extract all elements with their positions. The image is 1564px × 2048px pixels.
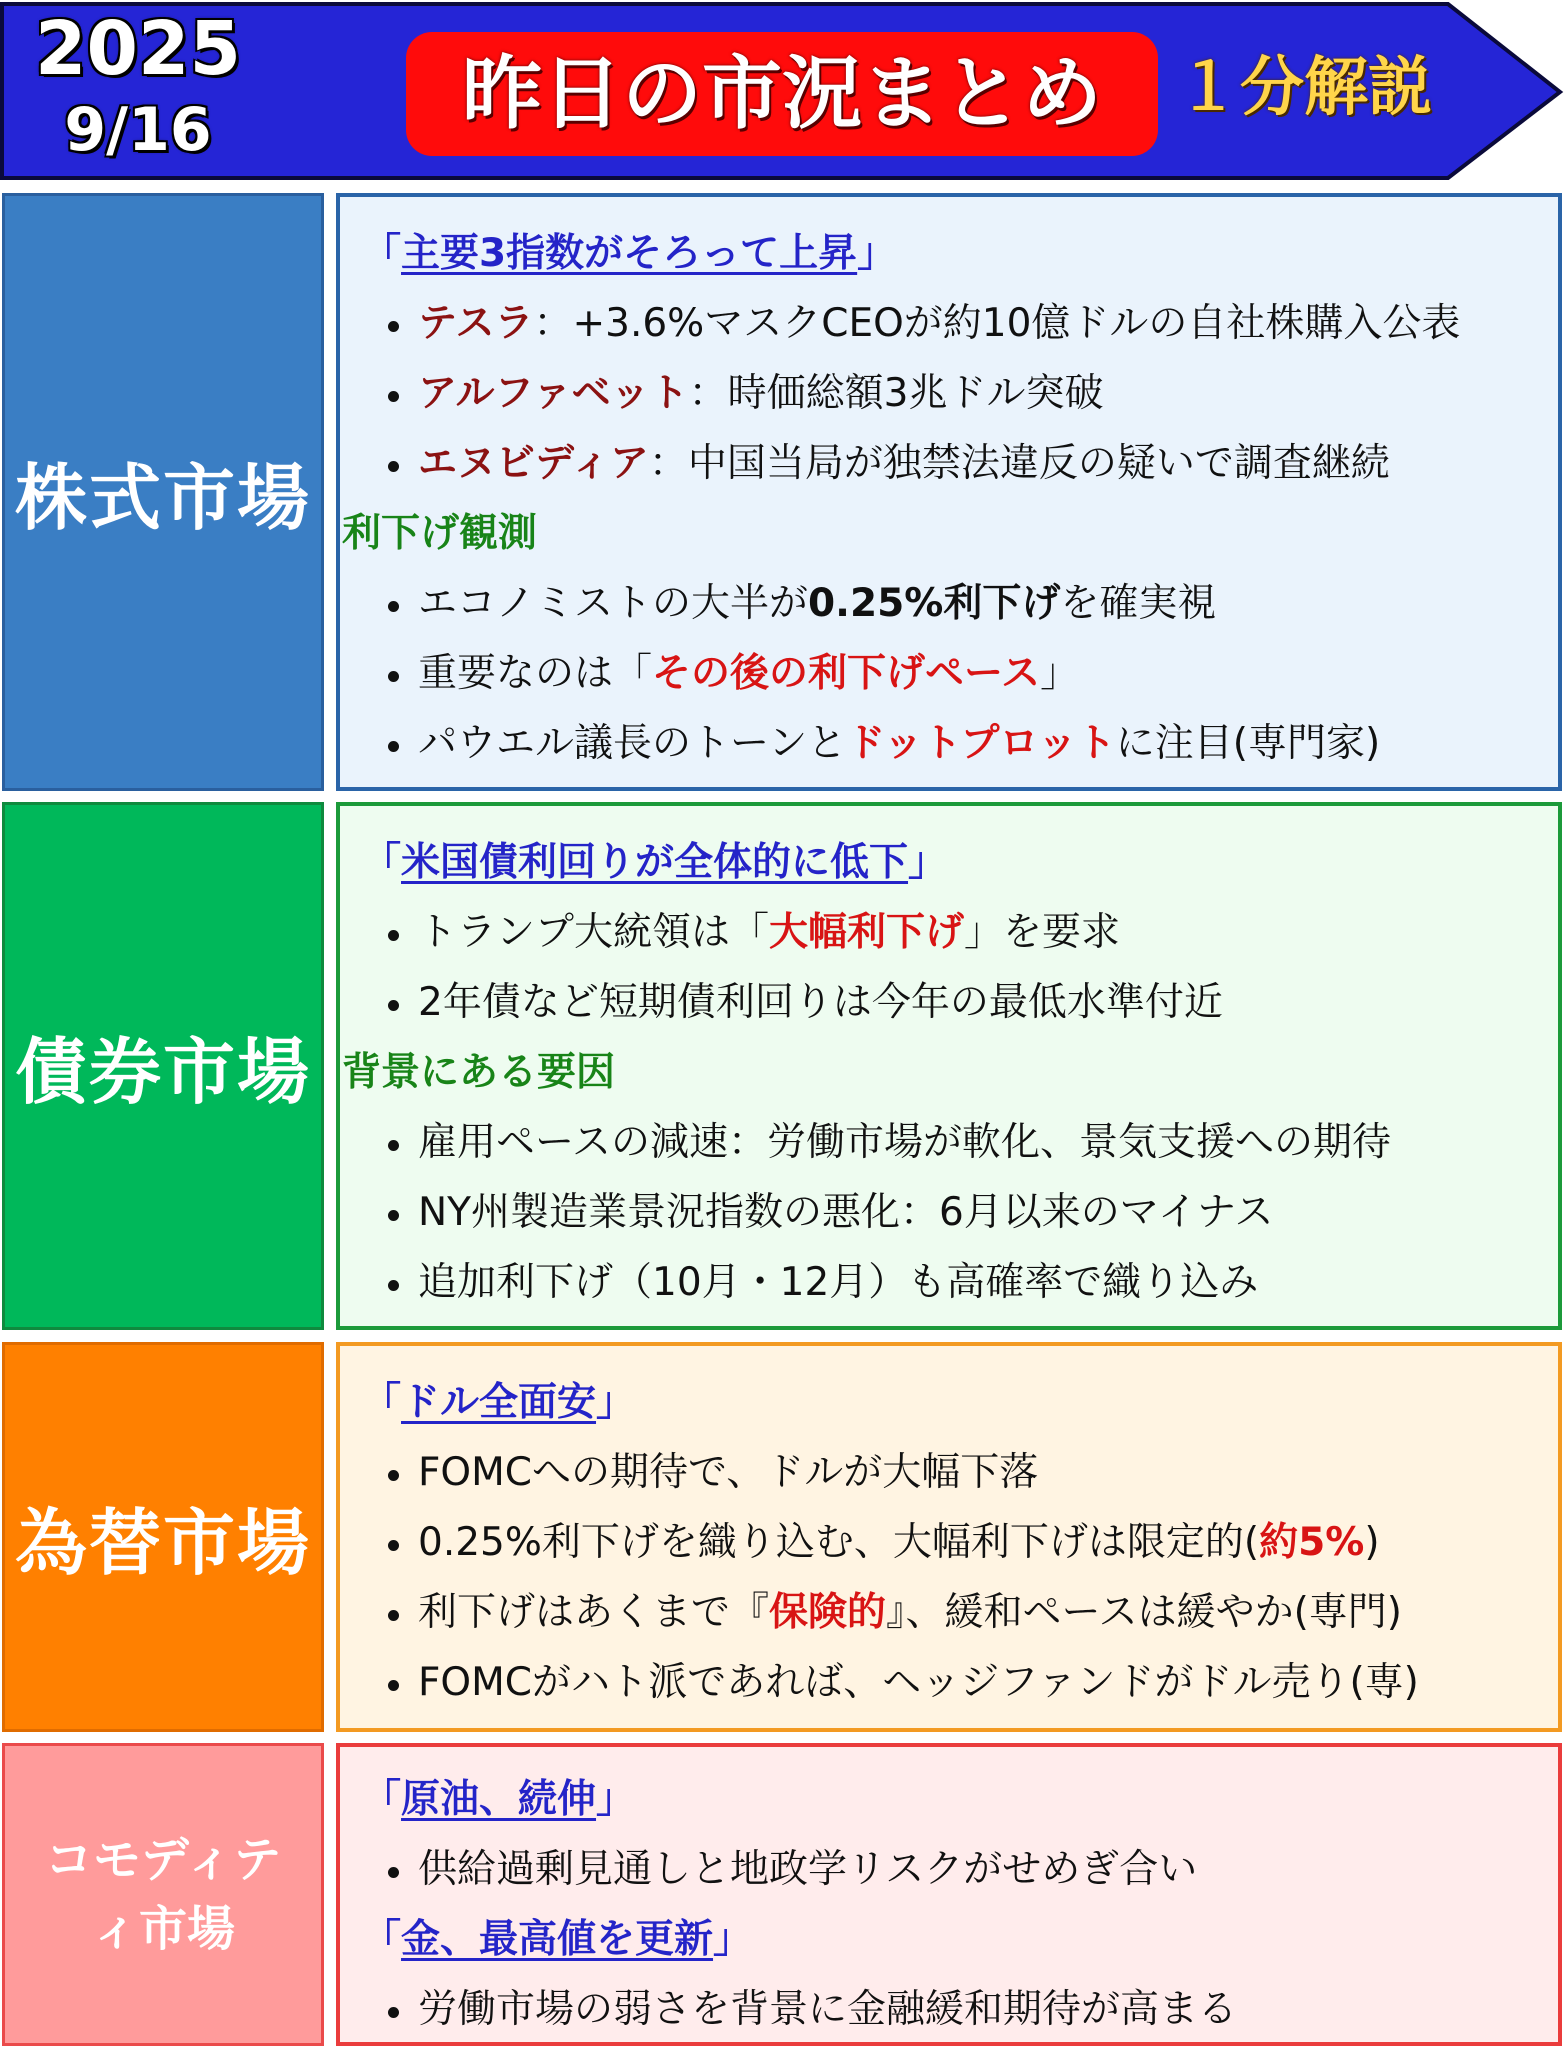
list-item: NY州製造業景況指数の悪化：6月以来のマイナス	[362, 1178, 1558, 1248]
item-text: ：中国当局が独禁法違反の疑いで調査継続	[648, 441, 1390, 486]
item-text: トランプ大統領は「	[418, 910, 770, 955]
company-name: テスラ	[418, 301, 534, 346]
fx-market-content	[336, 1342, 1562, 1732]
stock-heading-text: 主要3指数がそろって上昇	[401, 231, 858, 276]
company-name: エヌビディア	[418, 441, 649, 486]
item-text: 」を要求	[964, 910, 1121, 955]
gold-heading-text: 金、最高値を更新	[401, 1917, 714, 1962]
list-item	[362, 569, 1558, 639]
oil-heading-text: 原油、続伸	[401, 1777, 597, 1822]
title-badge	[406, 32, 1158, 156]
item-text: 」	[1040, 651, 1080, 696]
fx-market-label: 為替市場	[2, 1342, 324, 1732]
list-item: 労働市場の弱さを背景に金融緩和期待が高まる	[362, 1975, 1558, 2045]
fx-heading: 「ドル全面安」	[362, 1380, 636, 1425]
year-text: 2025	[35, 6, 241, 92]
list-item: 供給過剰見通しと地政学リスクがせめぎ合い	[362, 1835, 1558, 1905]
item-text: 利下げはあくまで『	[418, 1590, 770, 1635]
item-emphasis: 約5%	[1259, 1520, 1365, 1565]
stock-market-section	[0, 193, 1564, 791]
commodity-market-section	[0, 1743, 1564, 2046]
item-text: 』、緩和ペースは緩やか(専門)	[886, 1590, 1403, 1635]
bond-heading-text: 米国債利回りが全体的に低下	[401, 840, 909, 885]
item-text: を確実視	[1060, 581, 1217, 626]
bond-market-content	[336, 802, 1562, 1330]
list-item	[362, 639, 1558, 709]
item-emphasis: その後の利下げペース	[652, 651, 1041, 696]
bond-market-label: 債券市場	[2, 802, 324, 1330]
bond-market-section	[0, 802, 1564, 1330]
item-emphasis: ドットプロット	[846, 721, 1116, 766]
item-text: ：+3.6%マスクCEOが約10億ドルの自社株購入公表	[533, 301, 1461, 346]
item-text: エコノミストの大半が	[418, 581, 809, 626]
list-item	[362, 709, 1558, 779]
list-item	[362, 429, 1558, 499]
stock-market-label: 株式市場	[2, 193, 324, 791]
commodity-market-content	[336, 1743, 1562, 2046]
gold-heading: 「金、最高値を更新」	[362, 1917, 753, 1962]
stock-heading: 「主要3指数がそろって上昇」	[362, 231, 897, 276]
fx-market-section	[0, 1342, 1564, 1732]
list-item	[362, 359, 1558, 429]
item-text: パウエル議長のトーンと	[418, 721, 847, 766]
fx-heading-text: ドル全面安	[401, 1380, 597, 1425]
date-text: 9/16	[64, 95, 212, 165]
company-name: アルファベット	[418, 371, 689, 416]
item-text: )	[1364, 1520, 1380, 1565]
list-item	[362, 898, 1558, 968]
bond-heading: 「米国債利回りが全体的に低下」	[362, 840, 948, 885]
page-title: 昨日の市況まとめ	[462, 47, 1102, 140]
item-text: 0.25%利下げを織り込む、大幅利下げは限定的(	[418, 1520, 1260, 1565]
list-item: FOMCへの期待で、ドルが大幅下落	[362, 1438, 1558, 1508]
list-item: 雇用ペースの減速：労働市場が軟化、景気支援への期待	[362, 1108, 1558, 1178]
list-item: 2年債など短期債利回りは今年の最低水準付近	[362, 968, 1558, 1038]
item-emphasis: 0.25%利下げ	[808, 581, 1061, 626]
item-text: に注目(専門家)	[1115, 721, 1381, 766]
stock-market-content	[336, 193, 1562, 791]
list-item	[362, 1508, 1558, 1578]
item-text: 重要なのは「	[418, 651, 653, 696]
header-banner	[0, 0, 1564, 182]
item-emphasis: 大幅利下げ	[769, 910, 965, 955]
item-emphasis: 保険的	[769, 1590, 887, 1635]
list-item: FOMCがハト派であれば、ヘッジファンドがドル売り(専)	[362, 1648, 1558, 1718]
list-item	[362, 1578, 1558, 1648]
list-item: 追加利下げ（10月・12月）も高確率で織り込み	[362, 1248, 1558, 1318]
background-factors-subheading: 背景にある要因	[342, 1050, 616, 1095]
item-text: ：時価総額3兆ドル突破	[688, 371, 1104, 416]
oil-heading: 「原油、続伸」	[362, 1777, 636, 1822]
commodity-market-label: コモディティ市場	[2, 1743, 324, 2046]
rate-cut-subheading: 利下げ観測	[342, 511, 538, 556]
list-item	[362, 289, 1558, 359]
page-subtitle: １分解説	[1176, 51, 1432, 125]
